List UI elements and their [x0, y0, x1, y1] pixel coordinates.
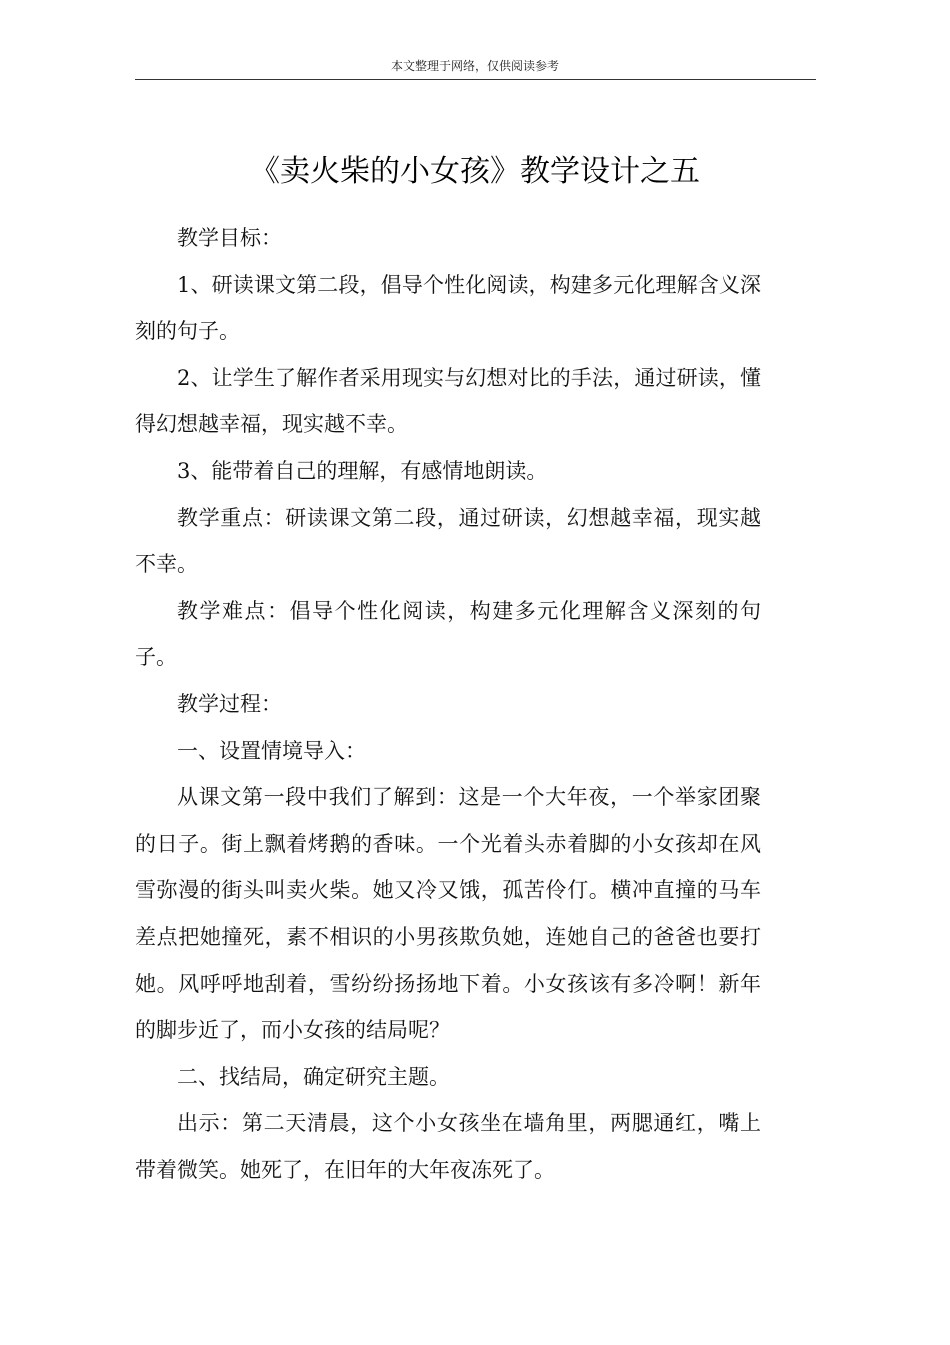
document-body: [135, 215, 761, 1193]
header-note: 本文整理于网络，仅供阅读参考: [390, 59, 559, 73]
document-title: 《卖火柴的小女孩》教学设计之五: [250, 154, 700, 189]
paragraph-section-1-text: 从课文第一段中我们了解到：这是一个大年夜，一个举家团聚的日子。街上飘着烤鹅的香味。一个光着头赤着脚的小女孩却在风雪弥漫的街头叫卖火柴。她又冷又饿，孤苦伶仃。横冲直撞的马车差点把她撞死，素不相识的小男孩欺负她，连她自己的爸爸也要打她。风呼呼地刮着，雪纷纷扬扬地下着。小女孩该有多冷啊！新年的脚步近了，而小女孩的结局呢？: [135, 785, 761, 1043]
paragraph-process-heading: 教学过程：: [177, 691, 282, 716]
paragraph-objective-2: 2、让学生了解作者采用现实与幻想对比的手法，通过研读，懂得幻想越幸福，现实越不幸。: [135, 365, 761, 437]
paragraph-section-1-heading: 一、设置情境导入：: [177, 738, 366, 763]
paragraph-section-2-text: 出示：第二天清晨，这个小女孩坐在墙角里，两腮通红，嘴上带着微笑。她死了，在旧年的大年夜冻死了。: [135, 1111, 761, 1182]
paragraph-objective-1: 1、研读课文第二段，倡导个性化阅读，构建多元化理解含义深刻的句子。: [135, 272, 761, 344]
paragraph-difficulty: 教学难点：倡导个性化阅读，构建多元化理解含义深刻的句子。: [135, 598, 761, 670]
paragraph-section-2-heading: 二、找结局，确定研究主题。: [177, 1064, 450, 1089]
header-divider: [135, 79, 816, 80]
paragraph-objective-3: 3、能带着自己的理解，有感情地朗读。: [177, 458, 548, 483]
paragraph-objectives-heading: 教学目标：: [177, 226, 282, 250]
paragraph-key-point: 教学重点：研读课文第二段，通过研读，幻想越幸福，现实越不幸。: [135, 505, 761, 577]
